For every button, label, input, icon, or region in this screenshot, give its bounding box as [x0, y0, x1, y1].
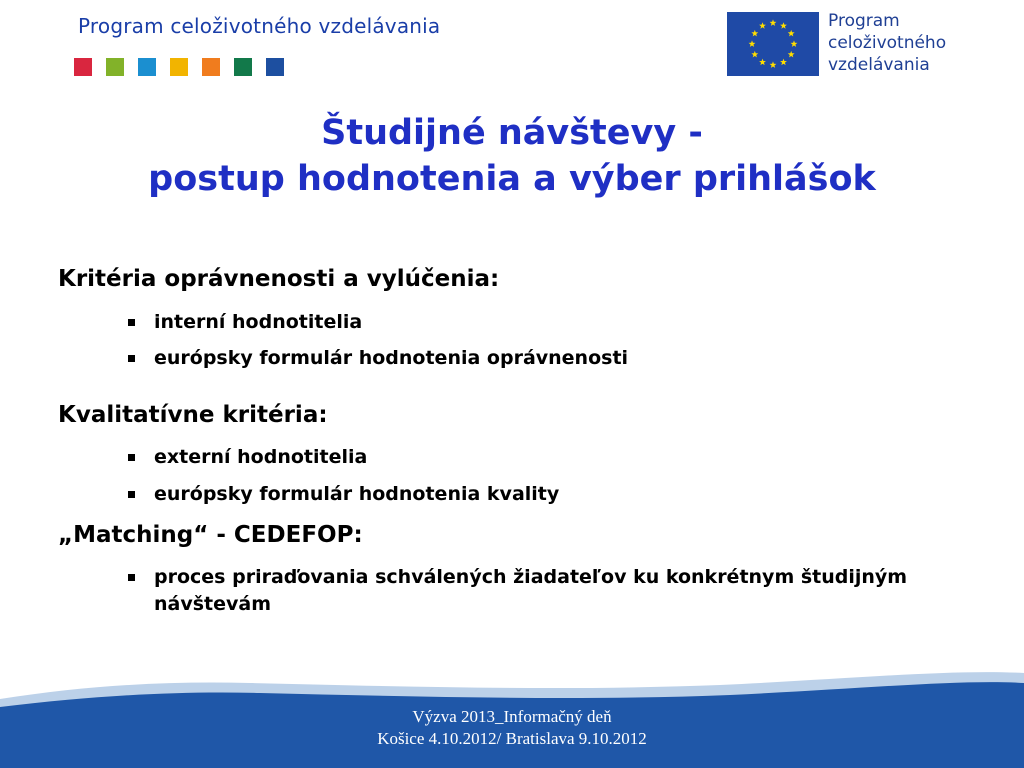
slide-title-line1: Študijné návštevy - — [321, 113, 703, 153]
square-green — [106, 58, 124, 76]
list-item-text: proces priraďovania schválených žiadateľov ku konkrétnym študijným návštevám — [154, 566, 908, 615]
eu-star-icon — [770, 61, 777, 68]
eu-logo-line3: vzdelávania — [828, 55, 930, 75]
bullet-icon — [128, 574, 135, 581]
bullet-icon — [128, 491, 135, 498]
list-item-text: interní hodnotitelia — [154, 311, 363, 333]
list-item-text: externí hodnotitelia — [154, 446, 368, 468]
square-orange — [202, 58, 220, 76]
eu-star-icon — [788, 51, 795, 58]
square-dark-green — [234, 58, 252, 76]
section-heading: Kritéria oprávnenosti a vylúčenia: — [58, 266, 500, 292]
section-heading: Kvalitatívne kritéria: — [58, 402, 328, 428]
eu-star-icon — [759, 59, 766, 66]
slide-title-line2: postup hodnotenia a výber prihlášok — [148, 159, 876, 199]
bullet-icon — [128, 319, 135, 326]
slide-title — [0, 110, 1024, 202]
section-heading: „Matching“ - CEDEFOP: — [58, 522, 363, 548]
bullet-icon — [128, 355, 135, 362]
square-blue — [138, 58, 156, 76]
eu-star-icon — [749, 40, 756, 47]
footer-line2: Košice 4.10.2012/ Bratislava 9.10.2012 — [377, 729, 647, 748]
eu-logo-line1: Program — [828, 11, 900, 31]
eu-star-icon — [780, 59, 787, 66]
eu-logo-line2: celoživotného — [828, 33, 947, 53]
eu-star-icon — [780, 22, 787, 29]
square-dark-blue — [266, 58, 284, 76]
list-item-text: európsky formulár hodnotenia oprávnenosti — [154, 347, 629, 369]
eu-star-icon — [751, 51, 758, 58]
square-red — [74, 58, 92, 76]
eu-logo-text — [828, 10, 946, 76]
footer-text — [0, 706, 1024, 750]
eu-star-icon — [751, 30, 758, 37]
eu-flag-icon — [727, 12, 819, 76]
footer-line1: Výzva 2013_Informačný deň — [412, 707, 612, 726]
eu-star-icon — [759, 22, 766, 29]
program-title: Program celoživotného vzdelávania — [78, 14, 441, 38]
eu-star-icon — [770, 19, 777, 26]
eu-stars-icon — [727, 12, 819, 76]
square-yellow — [170, 58, 188, 76]
eu-star-icon — [791, 40, 798, 47]
eu-star-icon — [788, 30, 795, 37]
list-item-text: európsky formulár hodnotenia kvality — [154, 483, 560, 505]
bullet-icon — [128, 454, 135, 461]
